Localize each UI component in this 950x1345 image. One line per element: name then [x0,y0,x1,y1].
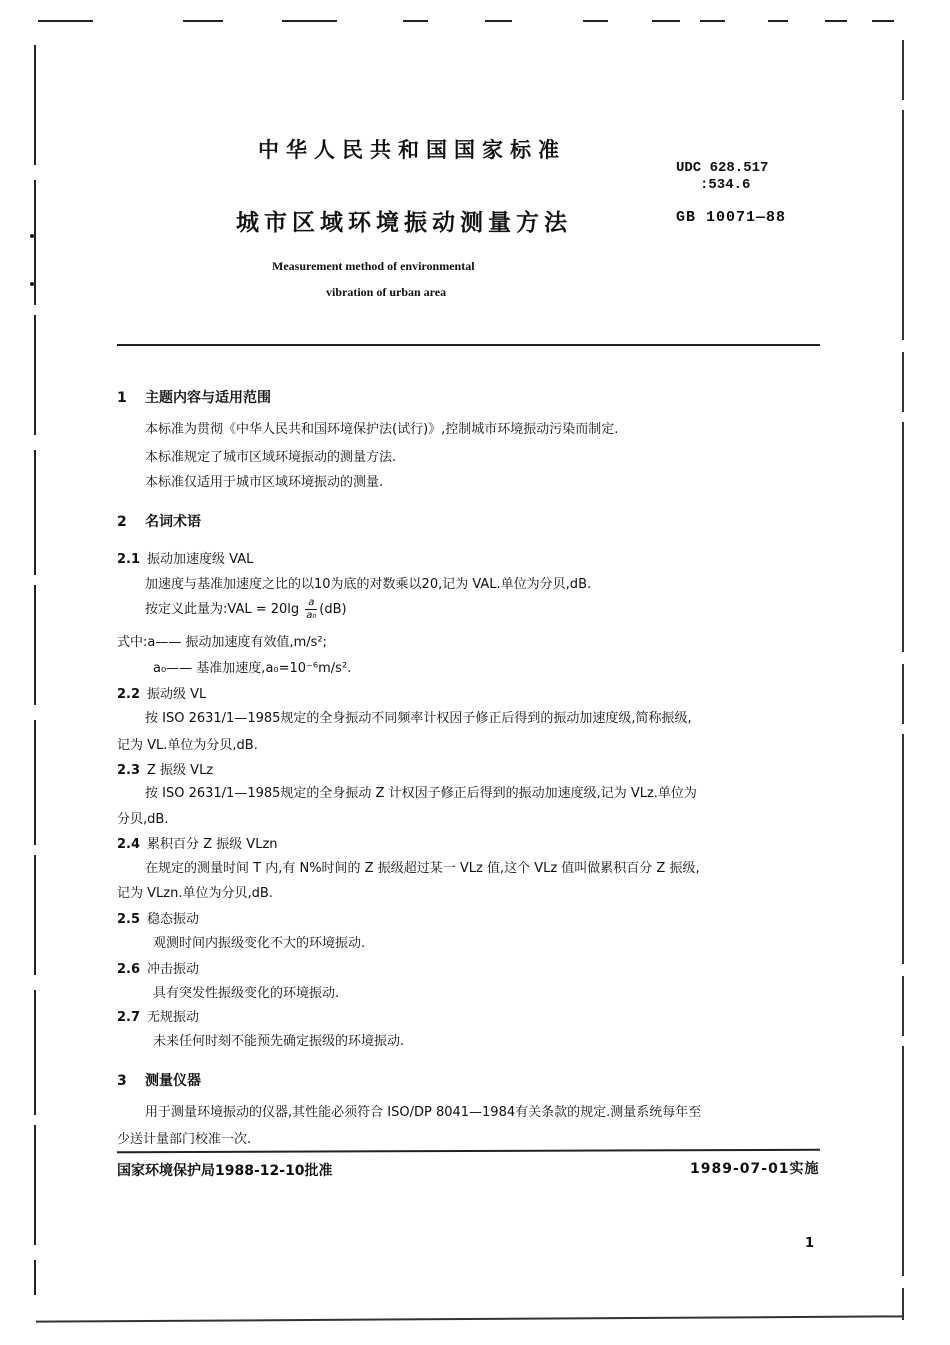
header-divider [117,344,820,346]
subsection-2-2-heading [117,683,206,702]
english-title-line1: Measurement method of environmental [272,259,475,273]
subsection-number: 2.1 [117,552,141,567]
subsection-number: 2.6 [117,962,141,977]
border-fragment [183,20,223,22]
subsection-2-1-heading [117,548,253,567]
effective-date: 1989-07-01实施 [690,1161,820,1177]
subsection-2-3-heading [117,759,213,778]
section-number: 3 [117,1073,127,1089]
paragraph: 记为 VLzn.单位为分贝,dB. [117,886,273,901]
section-title: 测量仪器 [145,1073,201,1089]
subsection-title: Z 振级 VLz [147,763,214,778]
scan-spot [30,234,34,238]
formula-prefix: 按定义此量为:VAL = 20lg [145,602,300,617]
section-number: 2 [117,514,127,530]
subsection-number: 2.3 [117,763,141,778]
subsection-title: 无规振动 [147,1010,200,1025]
footer-divider [117,1149,820,1153]
section-number: 1 [117,390,127,406]
subsection-number: 2.4 [117,837,141,852]
paragraph: 本标准仅适用于城市区域环境振动的测量. [145,475,384,490]
paragraph: 少送计量部门校准一次. [117,1132,252,1147]
border-fragment [583,20,608,22]
approval-date: 国家环境保护局1988-12-10批准 [117,1163,333,1179]
paragraph: 本标准规定了城市区域环境振动的测量方法. [145,450,397,465]
english-title-line2: vibration of urban area [326,285,447,299]
subsection-title: 累积百分 Z 振级 VLzn [147,837,278,852]
document-title: 城市区域环境振动测量方法 [236,210,572,236]
section-title: 名词术语 [145,514,201,530]
national-standard-heading: 中华人民共和国国家标准 [258,138,566,162]
border-fragment [872,20,894,22]
paragraph: 本标准为贯彻《中华人民共和国环境保护法(试行)》,控制城市环境振动污染而制定. [145,422,619,437]
fraction [305,598,317,621]
section-1-heading [117,387,271,407]
paragraph: 在规定的测量时间 T 内,有 N%时间的 Z 振级超过某一 VLz 值,这个 VLz 值叫做累积百分 Z 振级, [145,861,700,876]
border-fragment [282,20,337,22]
paragraph: 按 ISO 2631/1—1985规定的全身振动 Z 计权因子修正后得到的振动加速度级,记为 VLz.单位为 [145,786,697,801]
border-fragment [652,20,680,22]
border-fragment [485,20,512,22]
subsection-2-4-heading [117,833,278,852]
formula-where-line: 式中:a—— 振动加速度有效值,m/s²; [117,635,328,650]
paragraph: 具有突发性振级变化的环境振动. [153,986,340,1001]
subsection-2-6-heading [117,958,199,977]
scan-spot [30,282,34,286]
gb-code: GB 10071—88 [676,209,787,226]
subsection-number: 2.2 [117,687,141,702]
border-fragment [403,20,428,22]
formula [145,598,347,621]
left-border [34,45,36,1295]
border-fragment [825,20,847,22]
subsection-title: 稳态振动 [147,912,200,927]
paragraph: 用于测量环境振动的仪器,其性能必须符合 ISO/DP 8041—1984有关条款的规定.测量系统每年至 [145,1105,702,1120]
udc-code: UDC 628.517 [676,160,769,176]
subsection-2-7-heading [117,1006,199,1025]
paragraph: 分贝,dB. [117,812,169,827]
paragraph: 观测时间内振级变化不大的环境振动. [153,936,366,951]
section-2-heading [117,511,201,531]
subsection-number: 2.7 [117,1010,141,1025]
bottom-border [36,1315,904,1322]
border-fragment [700,20,725,22]
fraction-denominator: a₀ [306,610,317,621]
border-fragment [38,20,93,22]
section-title: 主题内容与适用范围 [145,390,271,406]
page-number: 1 [805,1236,815,1251]
paragraph: 按 ISO 2631/1—1985规定的全身振动不同频率计权因子修正后得到的振动加速度级,简称振级, [145,711,692,726]
fraction-numerator: a [308,597,315,608]
subsection-2-5-heading [117,908,199,927]
right-border [902,40,904,1320]
paragraph: 未来任何时刻不能预先确定振级的环境振动. [153,1034,405,1049]
subsection-title: 冲击振动 [147,962,200,977]
paragraph: 加速度与基准加速度之比的以10为底的对数乘以20,记为 VAL.单位为分贝,dB. [145,577,592,592]
section-3-heading [117,1070,201,1090]
border-fragment [768,20,788,22]
paragraph: 记为 VL.单位为分贝,dB. [117,738,258,753]
subsection-number: 2.5 [117,912,141,927]
subsection-title: 振动加速度级 VAL [147,552,254,567]
subsection-title: 振动级 VL [147,687,207,702]
udc-code-continuation: :534.6 [700,177,751,193]
formula-where-line: a₀—— 基准加速度,a₀=10⁻⁶m/s². [153,661,352,676]
formula-suffix: (dB) [319,602,347,617]
